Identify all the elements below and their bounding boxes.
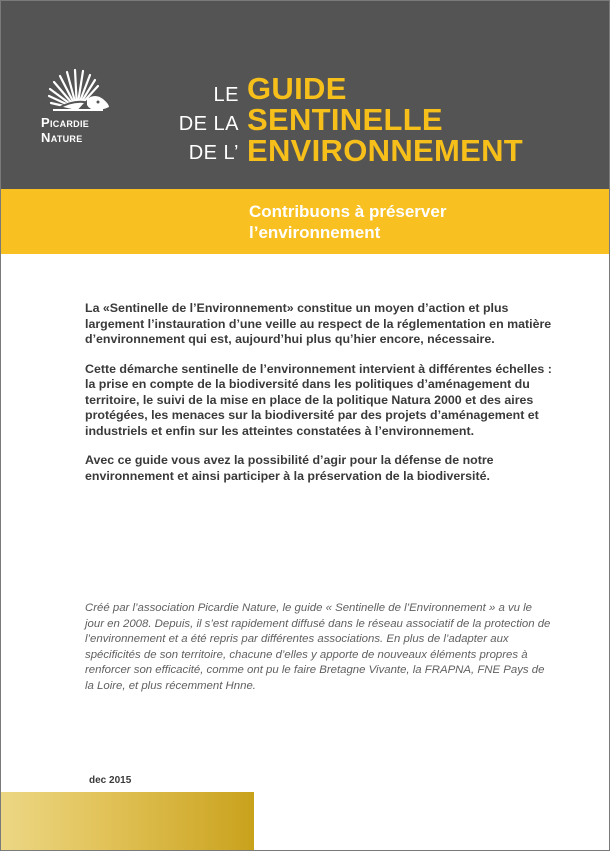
history-note: Créé par l’association Picardie Nature, le guide « Sentinelle de l’Environnement » a vu le jour en 2008. Depuis, il s’est rapidement diffusé dans le réseau associatif de la protection de l’environnement et a été repris par différentes associations. En plus de l’adapter aux spécificités de son territoire, chacune d’elles y apporte de nouveaux éléments propres à renforcer son efficacité, comme ont pu le faire Bretagne Vivante, la FRAPNA, FNE Pays de la Loire, et plus récemment Hnne. <box>85 602 551 692</box>
subtitle-band <box>1 189 609 254</box>
publication-date: dec 2015 <box>89 775 132 786</box>
title-prefix-line-3: DE L’ <box>188 142 239 164</box>
picardie-nature-logo <box>41 69 113 145</box>
decorative-gold-bar <box>1 792 254 851</box>
title-line-1: GUIDE <box>247 71 347 106</box>
page-title <box>247 73 523 166</box>
title-prefix-line-2: DE LA <box>178 113 239 135</box>
paragraph-3: Avec ce guide vous avez la possibilité d’agir pour la défense de notre environnement et ainsi participer à la préservation de la biodiversité. <box>85 453 494 483</box>
header <box>1 1 609 189</box>
paragraph-2: Cette démarche sentinelle de l’environnement intervient à différentes échelles : la prise en compte de la biodiversité dans les politiques d’aménagement du territoire, le suivi de la mise en place de la politique Natura 2000 et des aires protégées, les menaces sur la biodiversité par des projets d’aménagement et industriels et enfin sur les atteintes constatées à l’environnement. <box>85 361 552 438</box>
title-line-2: SENTINELLE <box>247 102 443 137</box>
title-prefix-line-1: LE <box>213 84 239 106</box>
intro-text <box>85 301 555 498</box>
title-prefix <box>179 81 239 168</box>
logo-line-2: Nature <box>41 130 83 145</box>
paragraph-1: La «Sentinelle de l’Environnement» constitue un moyen d’action et plus largement l’instauration d’une veille au respect de la réglementation en matière d’environnement qui est, aujourd’hui plus qu’hier encore, nécessaire. <box>85 301 552 346</box>
title-line-3: ENVIRONNEMENT <box>247 133 524 168</box>
logo-line-1: Picardie <box>41 115 90 130</box>
hedgehog-icon <box>43 69 111 113</box>
subtitle: Contribuons à préserver l’environnement <box>249 202 447 242</box>
